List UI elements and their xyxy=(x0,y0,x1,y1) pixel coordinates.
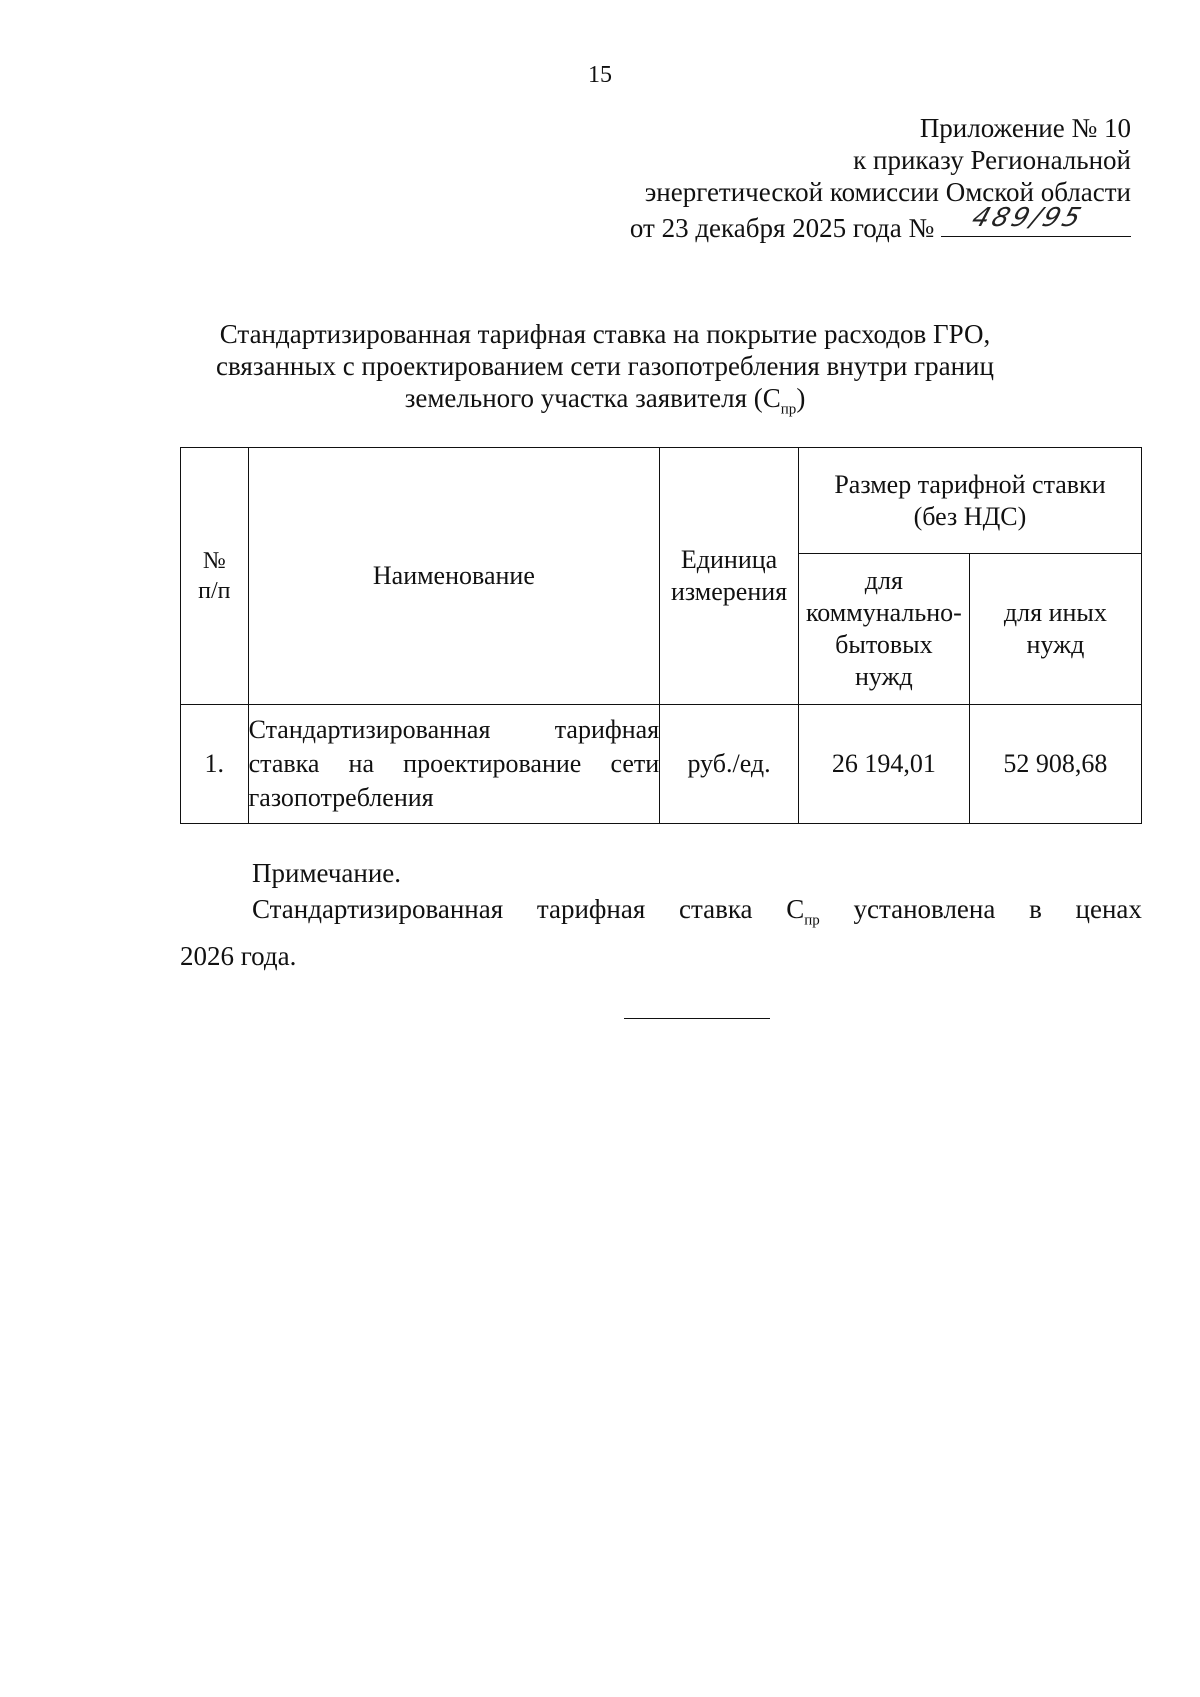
appendix-block xyxy=(630,112,1131,244)
header-unit xyxy=(660,448,799,705)
cell-name-line-3: газопотребления xyxy=(248,783,434,812)
header-rate-line-2: (без НДС) xyxy=(913,501,1027,531)
cell-other-rate: 52 908,68 xyxy=(969,705,1141,824)
title-line-3-text: земельного участка заявителя (С xyxy=(404,383,781,413)
table-header-row xyxy=(181,448,1142,554)
header-unit-line-1: Единица xyxy=(680,545,778,574)
header-communal-line-3: бытовых xyxy=(835,630,933,659)
header-rate-group xyxy=(798,448,1141,554)
note-word-1: Стандартизированная xyxy=(252,894,504,924)
title-close-paren: ) xyxy=(796,383,806,413)
note-word-6: ценах xyxy=(1075,894,1142,924)
header-num-pp: п/п xyxy=(198,578,231,604)
cell-name xyxy=(248,705,660,824)
title-line-2: связанных с проектированием сети газопотребления внутри границ xyxy=(216,351,994,381)
appendix-order-ref: к приказу Региональной xyxy=(853,145,1131,175)
note-word-4: установлена xyxy=(853,894,996,924)
note-symbol-subscript: пр xyxy=(804,912,820,929)
cell-communal-rate: 26 194,01 xyxy=(798,705,969,824)
header-communal-line-1: для xyxy=(864,566,903,595)
header-unit-line-2: измерения xyxy=(670,577,788,606)
appendix-date-line xyxy=(629,203,1131,244)
header-name: Наименование xyxy=(248,448,660,705)
cell-num: 1. xyxy=(181,705,249,824)
header-other xyxy=(969,554,1141,705)
header-other-line-2: нужд xyxy=(1026,630,1085,659)
header-rate-line-1: Размер тарифной ставки xyxy=(834,469,1106,499)
note-word-5: в xyxy=(1029,894,1042,924)
appendix-commission: энергетической комиссии Омской области xyxy=(644,177,1131,207)
order-number-field xyxy=(941,203,1131,237)
header-communal-line-2: коммунально- xyxy=(805,598,962,627)
closing-divider xyxy=(624,1018,770,1019)
note-symbol xyxy=(786,891,820,938)
header-num xyxy=(181,448,249,705)
note-label: Примечание. xyxy=(252,858,402,888)
table-row xyxy=(181,705,1142,824)
header-communal xyxy=(798,554,969,705)
cell-name-line-2: ставка на проектирование сети xyxy=(248,749,660,778)
note-block xyxy=(180,855,1142,974)
note-end: 2026 года. xyxy=(180,941,297,972)
title-line-3 xyxy=(180,382,1030,425)
note-text xyxy=(180,891,1142,938)
title-line-1: Стандартизированная тарифная ставка на покрытие расходов ГРО, xyxy=(219,319,991,349)
cell-unit: руб./ед. xyxy=(660,705,799,824)
cell-name-line-1: Стандартизированная тарифная xyxy=(248,715,660,744)
appendix-date: от 23 декабря 2025 года № xyxy=(629,213,935,243)
appendix-title: Приложение № 10 xyxy=(919,113,1131,143)
rates-table xyxy=(180,447,1142,824)
note-word-2: тарифная xyxy=(536,894,646,924)
title-subscript: пр xyxy=(780,401,797,418)
page-number: 15 xyxy=(588,62,612,88)
header-num-sign: № xyxy=(202,548,226,574)
handwritten-order-number: 489/95 xyxy=(968,203,1088,233)
header-communal-line-4: нужд xyxy=(855,662,913,691)
note-symbol-letter: С xyxy=(786,894,805,924)
note-word-3: ставка xyxy=(678,894,753,924)
header-other-line-1: для иных xyxy=(1003,598,1107,627)
document-title xyxy=(180,318,1030,425)
